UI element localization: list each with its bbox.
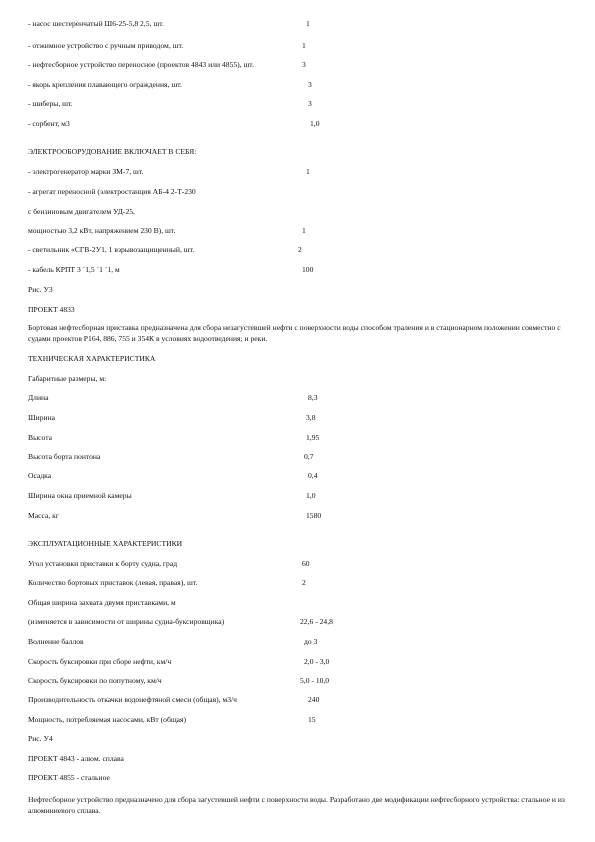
spec-value: 1,0 xyxy=(306,491,316,500)
spec-label: Осадка xyxy=(28,471,52,480)
list-item: - кабель КРПТ 3 ´1,5 ´1 ´1, м xyxy=(28,265,120,274)
section-heading: ТЕХНИЧЕСКАЯ ХАРАКТЕРИСТИКА xyxy=(28,354,156,363)
spec-value: 22,6 - 24,8 xyxy=(300,617,333,626)
final-paragraph: Нефтесборное устройство предназначено для сбора загустевшей нефти с поверхности воды. Разработано две модификации нефтесборного устройства: стальное и из алюминиевого сплава. xyxy=(28,795,565,815)
spec-label: (изменяется в зависимости от ширины судна-буксировщика) xyxy=(28,617,225,626)
spec-label: Общая ширина захвата двумя приставками, м xyxy=(28,598,176,607)
spec-value: 60 xyxy=(302,559,310,568)
spec-label: Количество бортовых приставок (левая, правая), шт. xyxy=(28,578,198,587)
project-description: Бортовая нефтесборная приставка предназначена для сбора незагустевшей нефти с поверхности воды способом траления и в стационарном положении совместно с судами проектов Р164, 886, 755 и 354К в условиях водоотведения; и реки. xyxy=(28,323,561,343)
spec-label: Ширина окна приемной камеры xyxy=(28,491,132,500)
spec-label: Высота борта понтона xyxy=(28,452,101,461)
spec-label: Высота xyxy=(28,433,53,442)
spec-group-label: Габаритные размеры, м: xyxy=(28,374,107,383)
project-title: ПРОЕКТ 4855 - стальное xyxy=(28,773,110,782)
list-item: - нефтесборное устройство переносное (проектов 4843 или 4855), шт. xyxy=(28,60,254,69)
item-value: 1 xyxy=(306,19,310,28)
spec-label: Скорость буксировки по попутному, км/ч xyxy=(28,676,162,685)
item-value: 1 xyxy=(306,167,310,176)
spec-value: 2 xyxy=(302,578,306,587)
project-title: ПРОЕКТ 4833 xyxy=(28,305,75,314)
list-item: - насос шестеренчатый Ш6-25-5,8 2,5, шт. xyxy=(28,19,164,28)
list-item: - якорь крепления плавающего ограждения, шт. xyxy=(28,80,182,89)
section-heading: ЭКСПЛУАТАЦИОННЫЕ ХАРАКТЕРИСТИКИ xyxy=(28,539,183,548)
item-value: 1 xyxy=(302,226,306,235)
item-value: 3 xyxy=(308,80,312,89)
list-item: - агрегат переносной (электростанция АБ-4 2-Т-230 xyxy=(28,187,196,196)
list-item: - электрогенератор марки ЗМ-7, шт. xyxy=(28,167,144,176)
list-item: - отжимное устройство с ручным приводом, шт. xyxy=(28,41,184,50)
spec-value: 1,95 xyxy=(306,433,320,442)
spec-value: 0,7 xyxy=(304,452,314,461)
list-item: - шиберы, шт. xyxy=(28,99,73,108)
spec-label: Производительность откачки водонефтяной смеси (общая), м3/ч xyxy=(28,695,237,704)
item-value: 3 xyxy=(308,99,312,108)
spec-value: 240 xyxy=(308,695,320,704)
list-item: - сорбент, м3 xyxy=(28,119,70,128)
figure-caption: Рис. У4 xyxy=(28,734,53,743)
spec-value: 8,3 xyxy=(308,393,318,402)
section-heading: ЭЛЕКТРООБОРУДОВАНИЕ ВКЛЮЧАЕТ В СЕБЯ: xyxy=(28,147,197,156)
item-value: 1 xyxy=(302,41,306,50)
item-value: 3 xyxy=(302,60,306,69)
figure-caption: Рис. У3 xyxy=(28,285,53,294)
item-value: 100 xyxy=(302,265,314,274)
list-item: мощностью 3,2 кВт, напряжением 230 В), шт. xyxy=(28,226,176,235)
spec-label: Мощность, потребляемая насосами, кВт (общая) xyxy=(28,715,187,724)
spec-label: Угол установки приставки к борту судна, град xyxy=(28,559,178,568)
spec-value: 0,4 xyxy=(308,471,318,480)
spec-value: до 3 xyxy=(304,637,318,646)
item-value: 1,0 xyxy=(310,119,320,128)
list-item: - светильник «СГВ-2У1, 1 взрывозащищенный, шт. xyxy=(28,245,195,254)
spec-label: Скорость буксировки при сборе нефти, км/ч xyxy=(28,657,172,666)
project-title: ПРОЕКТ 4843 - алюм. сплава xyxy=(28,754,124,763)
spec-value: 5,0 - 10,0 xyxy=(300,676,330,685)
spec-label: Волнение баллов xyxy=(28,637,84,646)
spec-label: Длина xyxy=(28,393,49,402)
list-item: с бензиновым двигателем УД-25, xyxy=(28,207,135,216)
spec-value: 1580 xyxy=(306,511,322,520)
item-value: 2 xyxy=(298,245,302,254)
spec-label: Масса, кг xyxy=(28,511,59,520)
spec-value: 15 xyxy=(308,715,316,724)
spec-label: Ширина xyxy=(28,413,56,422)
spec-value: 3,8 xyxy=(306,413,316,422)
spec-value: 2,0 - 3,0 xyxy=(304,657,330,666)
